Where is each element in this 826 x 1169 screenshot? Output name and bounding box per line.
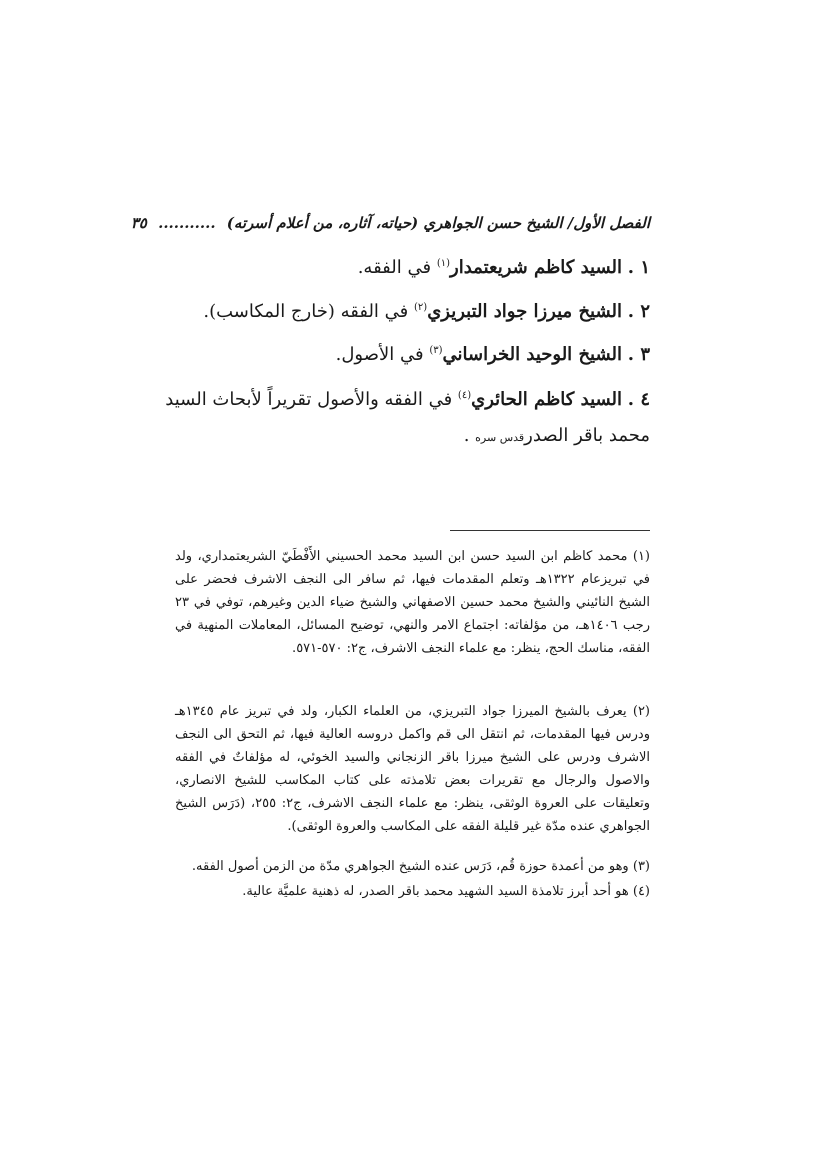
running-header: [130, 210, 650, 236]
item-name: السيد كاظم الحائري: [471, 389, 623, 410]
footnote-number: (٤): [632, 884, 650, 899]
footnote-number: (١): [632, 549, 650, 564]
footnote: [175, 700, 650, 838]
chapter-title: الفصل الأول/ الشيخ حسن الجواهري (حياته، آثاره، من أعلام أسرته): [226, 214, 650, 232]
list-item: [203, 297, 650, 327]
item-text: في الفقه (خارج المكاسب).: [203, 301, 409, 322]
footnote-ref: (٣): [429, 345, 443, 356]
footnote: [175, 880, 650, 903]
item-number: ١ .: [627, 257, 650, 278]
footnote-text: هو أحد أبرز تلامذة السيد الشهيد محمد باقر الصدر، له ذهنية علميَّة عالية.: [242, 884, 629, 899]
item-end: .: [463, 425, 470, 446]
honorific-glyph: قدس سره: [475, 431, 525, 444]
list-item: [165, 385, 650, 415]
footnote-text: وهو من أعمدة حوزة قُم، دَرَس عنده الشيخ الجواهري مدّة من الزمن أصول الفقه.: [191, 859, 629, 874]
list-item-continuation: [464, 421, 650, 453]
footnote-ref: (٤): [457, 390, 472, 401]
footnote-ref: (٢): [414, 302, 428, 313]
item-text: في الأصول.: [335, 344, 424, 365]
item-name: الشيخ ميرزا جواد التبريزي: [427, 301, 623, 322]
footnote-number: (٣): [632, 859, 650, 874]
item-name: الشيخ الوحيد الخراساني: [442, 344, 623, 365]
footnote: [175, 545, 650, 660]
item-name: السيد كاظم شريعتمدار: [450, 257, 623, 278]
footnote-text: محمد كاظم ابن السيد حسن ابن السيد محمد الحسيني الأَفْطَيّ الشريعتمداري، ولد في تبريزعام ١٣٢٢هـ وتعلم المقدمات فيها، ثم سافر الى النجف الاشرف فحضر على الشيخ النائيني والشيخ محمد حسين الاصفهاني والشيخ ضياء الدين وغيرهم، توفي في ٢٣ رجب ١٤٠٦هـ، من مؤلفاته: اجتماع الامر والنهي، توضيح المسائل، المعاملات المنهية في الفقه، مناسك الحج، ينظر: مع علماء النجف الاشرف، ج٢: ٥٧٠-٥٧١.: [175, 549, 651, 656]
item-continuation: محمد باقر الصدر: [524, 425, 650, 446]
footnote-separator: [450, 530, 650, 531]
footnote-text: يعرف بالشيخ الميرزا جواد التبريزي، من العلماء الكبار، ولد في تبريز عام ١٣٤٥هـ ودرس فيها المقدمات، ثم انتقل الى قم واكمل دروسه العالية فيها، ثم التحق الى النجف الاشرف ودرس على الشيخ ميرزا باقر الزنجاني والسيد الخوئي، له مؤلفاتٌ في الفقه والاصول والرجال مع تقريرات بعض تلامذته على كتاب المكاسب للشيخ الانصاري، وتعليقات على العروة الوثقى، ينظر: مع علماء النجف الاشرف، ج٢: ٢٥٥، (دَرَس الشيخ الجواهري عنده مدّة غير قليلة الفقه على المكاسب والعروة الوثقى).: [175, 704, 650, 834]
footnote-ref: (١): [436, 258, 451, 269]
footnote: [175, 855, 650, 878]
item-number: ٤ .: [627, 389, 650, 410]
item-text: في الفقه.: [357, 257, 432, 278]
page-number: ٣٥: [130, 214, 147, 232]
item-number: ٣ .: [627, 344, 650, 365]
list-item: [358, 253, 650, 283]
header-dots: ...........: [158, 214, 216, 232]
footnote-number: (٢): [632, 704, 650, 719]
item-text: في الفقه والأصول تقريراً لأبحاث السيد: [165, 389, 453, 410]
item-number: ٢ .: [627, 301, 650, 322]
list-item: [336, 340, 650, 370]
